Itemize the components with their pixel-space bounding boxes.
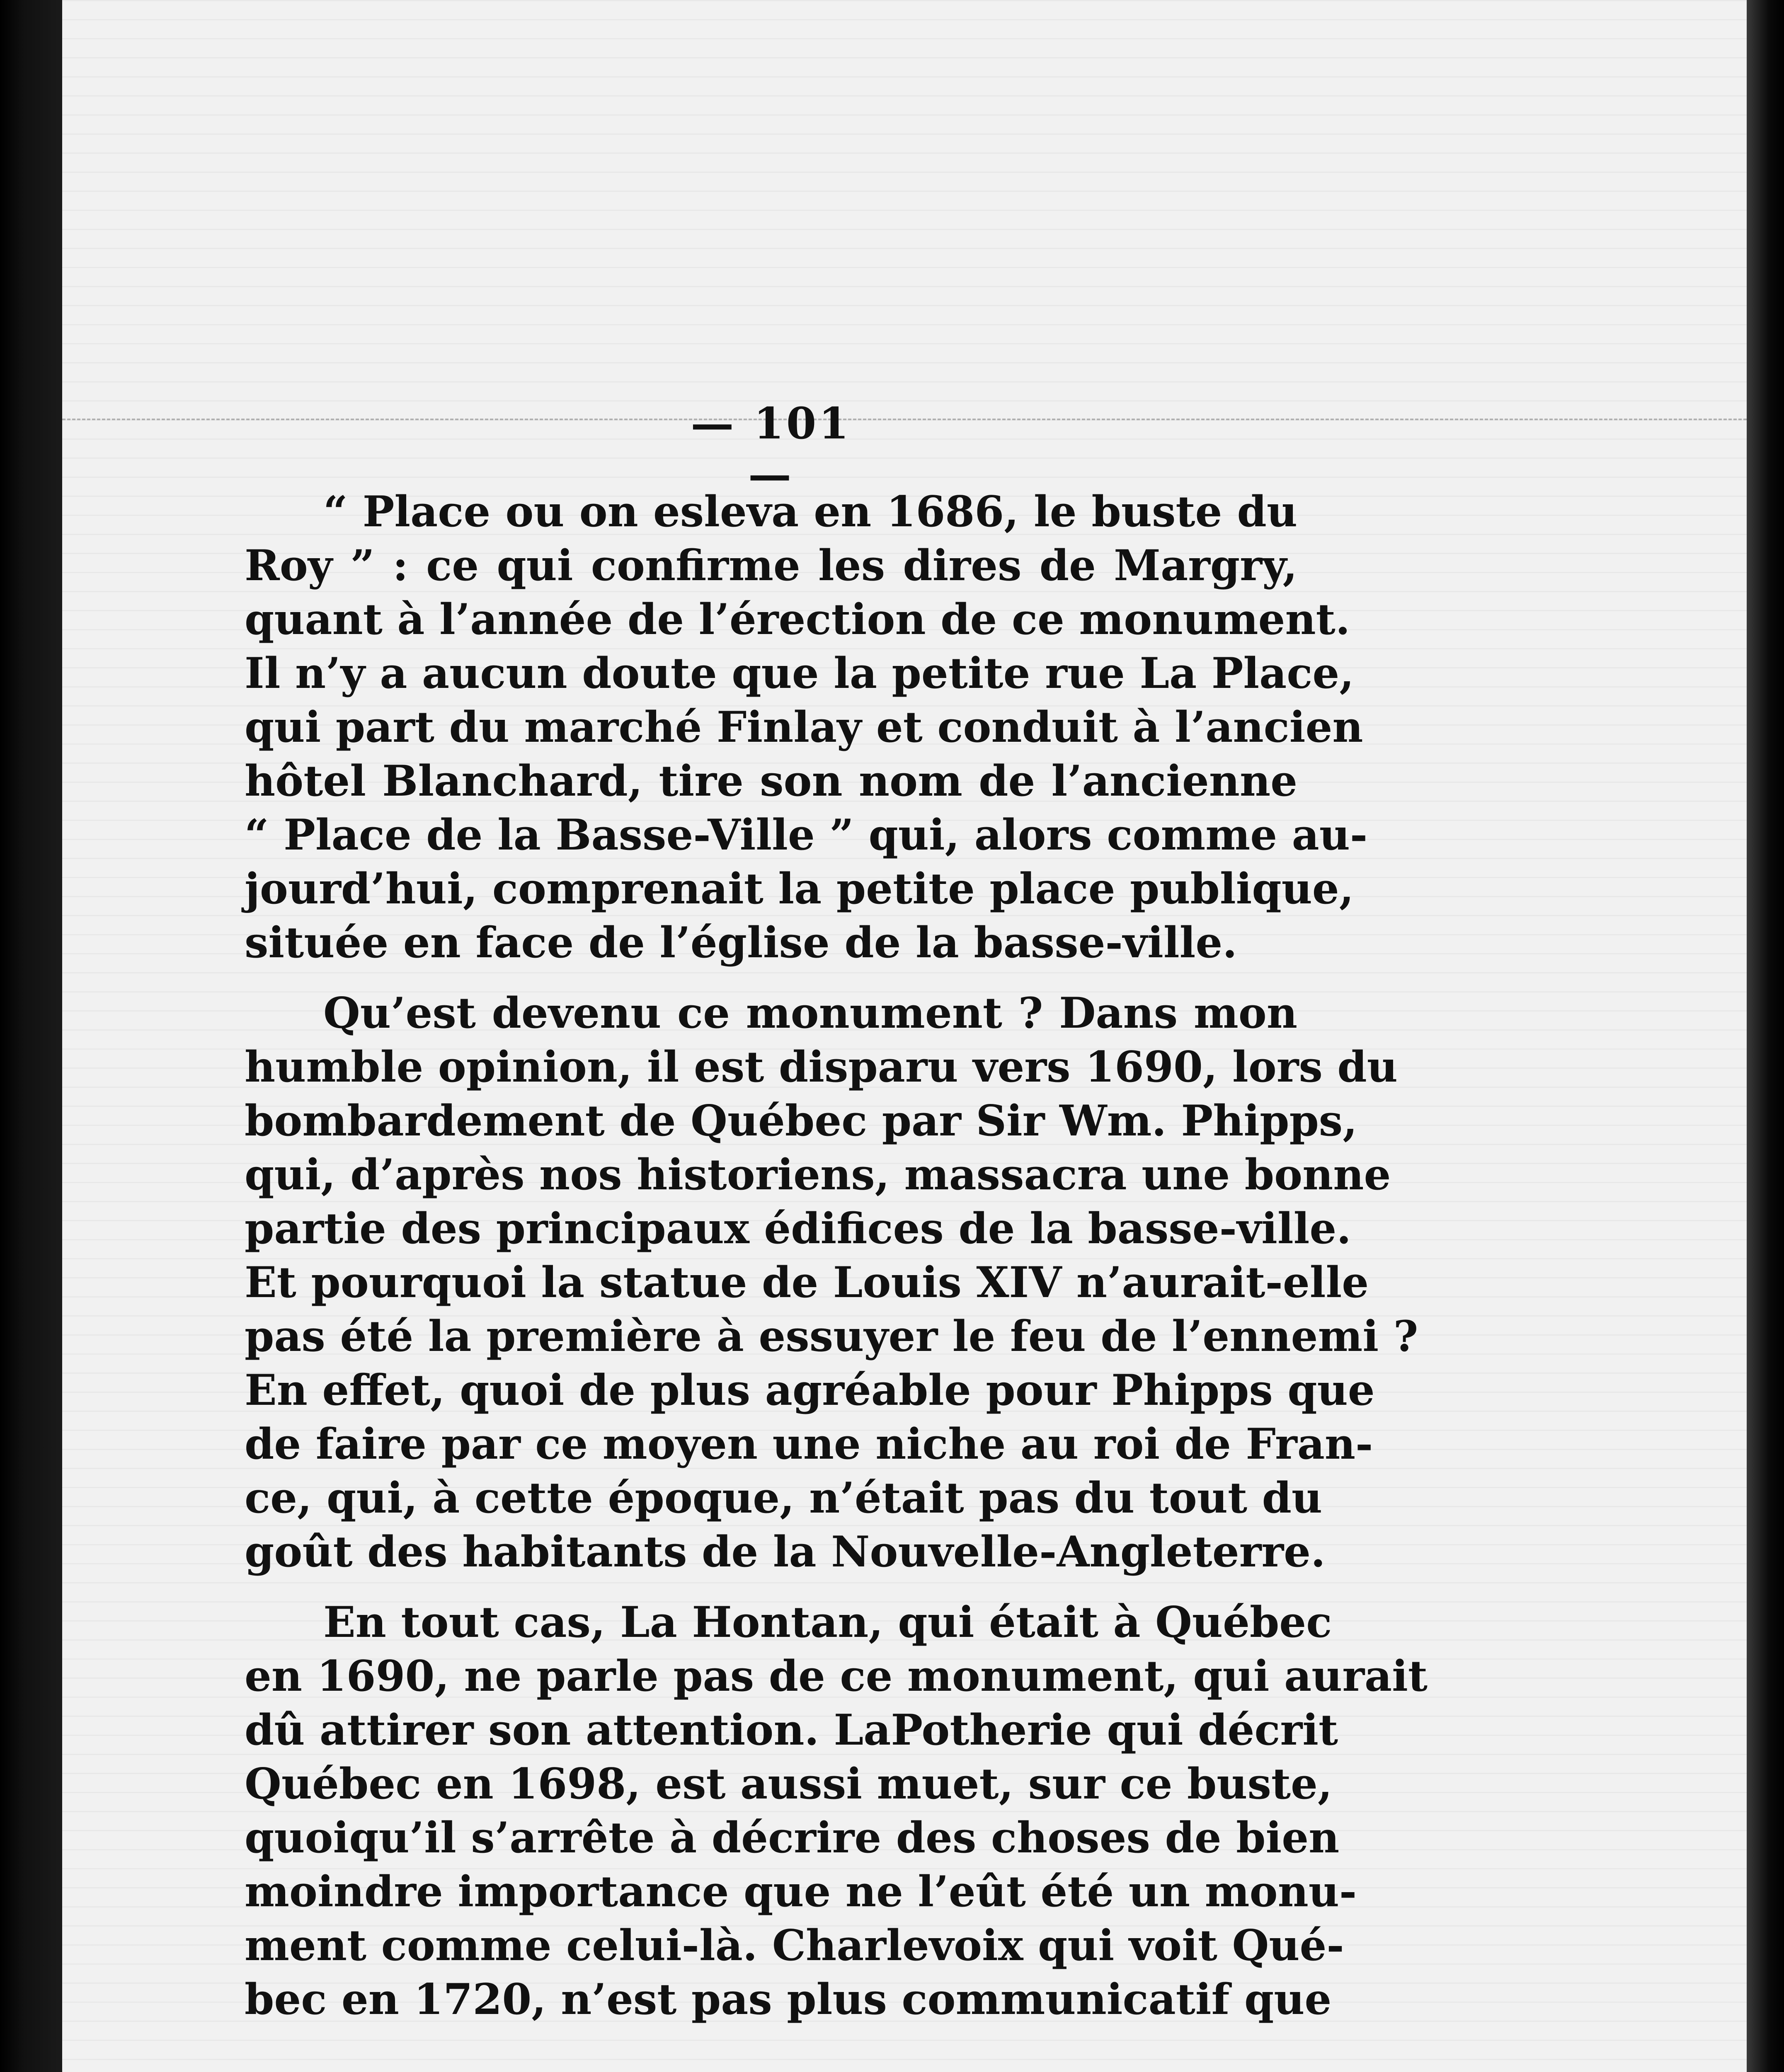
text-line: moindre importance que ne l’eût été un monu- (245, 1867, 1357, 1917)
text-line: goût des habitants de la Nouvelle-Angleterre. (245, 1527, 1326, 1577)
text-line: ce, qui, à cette époque, n’était pas du tout du (245, 1473, 1323, 1523)
text-line: hôtel Blanchard, tire son nom de l’ancienne (245, 756, 1297, 806)
text-line: partie des principaux édifices de la basse-ville. (245, 1204, 1351, 1254)
text-line: humble opinion, il est disparu vers 1690, lors du (245, 1042, 1398, 1092)
paragraph-2 (245, 986, 1418, 1579)
text-line: “ Place de la Basse-Ville ” qui, alors comme au- (245, 810, 1368, 860)
scan-right-border (1747, 0, 1784, 2072)
ruled-lines (62, 356, 1747, 420)
text-line: Qu’est devenu ce monument ? Dans mon (323, 988, 1297, 1038)
text-line: de faire par ce moyen une niche au roi de Fran- (245, 1419, 1373, 1469)
text-line: Québec en 1698, est aussi muet, sur ce buste, (245, 1759, 1333, 1809)
text-line: quant à l’année de l’érection de ce monument. (245, 595, 1350, 644)
text-line: Il n’y a aucun doute que la petite rue La Place, (245, 649, 1354, 698)
text-line: en 1690, ne parle pas de ce monument, qui aurait (245, 1651, 1428, 1701)
body-text (245, 485, 1428, 2043)
text-line: qui, d’après nos historiens, massacra une bonne (245, 1150, 1391, 1200)
text-line: En effet, quoi de plus agréable pour Phipps que (245, 1365, 1375, 1415)
paragraph-1 (245, 485, 1368, 970)
text-line: pas été la première à essuyer le feu de l’ennemi ? (245, 1312, 1418, 1361)
paragraph-3 (245, 1595, 1428, 2026)
text-line: quoiqu’il s’arrête à décrire des choses de bien (245, 1813, 1340, 1863)
text-line: qui part du marché Finlay et conduit à l’ancien (245, 702, 1363, 752)
page-number: — 101 — (691, 398, 851, 500)
document-page (62, 0, 1747, 2072)
text-line: ment comme celui-là. Charlevoix qui voit Qué- (245, 1921, 1344, 1970)
text-line: “ Place ou on esleva en 1686, le buste du (323, 487, 1297, 537)
text-line: dû attirer son attention. LaPotherie qui décrit (245, 1705, 1338, 1755)
text-line: Roy ” : ce qui confirme les dires de Margry, (245, 541, 1297, 591)
scan-left-border (0, 0, 62, 2072)
text-line: bombardement de Québec par Sir Wm. Phipps, (245, 1096, 1357, 1146)
text-line: située en face de l’église de la basse-ville. (245, 918, 1237, 968)
text-line: bec en 1720, n’est pas plus communicatif que (245, 1975, 1332, 2024)
text-line: Et pourquoi la statue de Louis XIV n’aurait-elle (245, 1258, 1369, 1307)
text-line: En tout cas, La Hontan, qui était à Québec (323, 1598, 1332, 1647)
text-line: jourd’hui, comprenait la petite place publique, (245, 864, 1354, 914)
